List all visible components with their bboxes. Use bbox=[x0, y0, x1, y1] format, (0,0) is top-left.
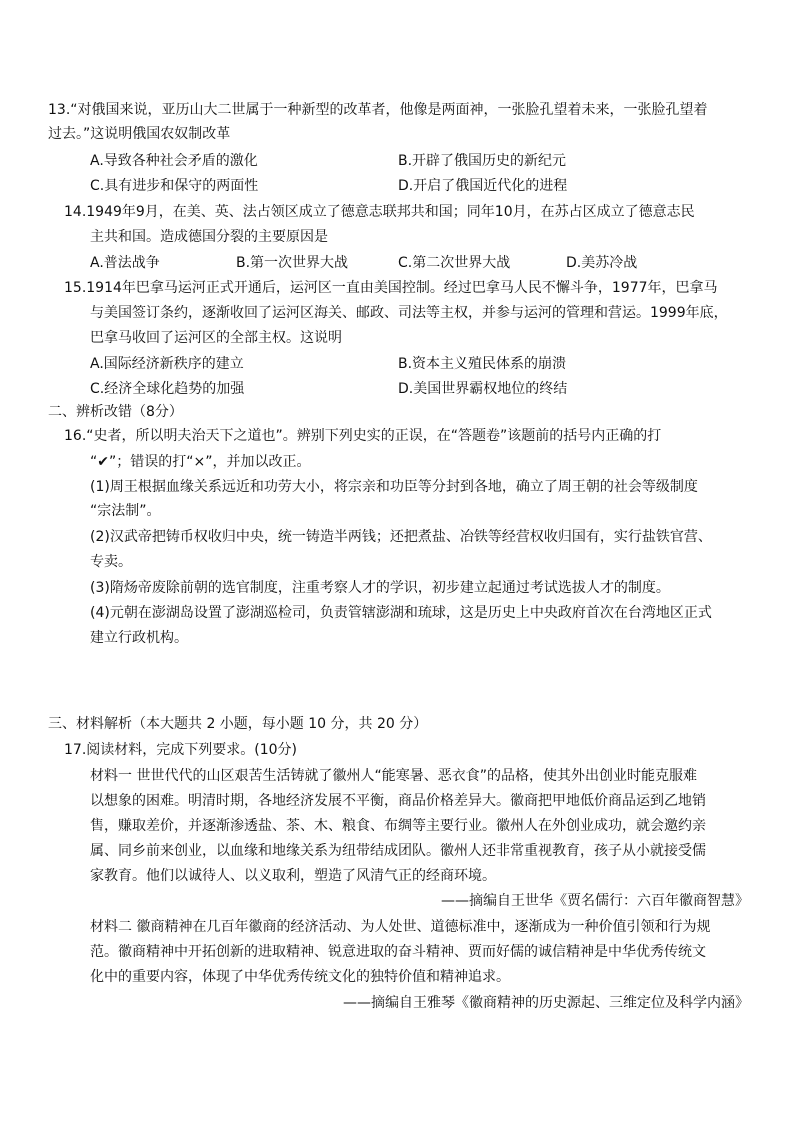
q14-option-b: B.第一次世界大战 bbox=[236, 255, 349, 271]
q16-item1-line2: “宗法制”。 bbox=[90, 503, 161, 519]
q15-stem-line1: 15.1914年巴拿马运河正式开通后，运河区一直由美国控制。经过巴拿马人民不懈斗争，1977年，巴拿马 bbox=[64, 280, 718, 296]
q16-stem-line2: “✔”；错误的打“×”，并加以改正。 bbox=[90, 454, 311, 470]
q13-option-d: D.开启了俄国近代化的进程 bbox=[398, 178, 568, 194]
q15-option-c: C.经济全球化趋势的加强 bbox=[90, 381, 245, 397]
material1-source: ——摘编自王世华《贾名儒行：六百年徽商智慧》 bbox=[441, 893, 749, 909]
q17-title: 17.阅读材料，完成下列要求。(10分) bbox=[64, 742, 298, 758]
section3-heading: 三、材料解析（本大题共 2 小题，每小题 10 分，共 20 分） bbox=[48, 716, 428, 732]
q16-stem-line1: 16.“史者，所以明夫治天下之道也”。辨别下列史实的正误，在“答题卷”该题前的括号内正确的打 bbox=[64, 428, 662, 444]
q14-option-d: D.美苏冷战 bbox=[566, 255, 638, 271]
q14-stem-line2: 主共和国。造成德国分裂的主要原因是 bbox=[90, 229, 328, 245]
material1-line: 家教育。他们以诚待人、以义取利，塑造了风清气正的经商环境。 bbox=[90, 868, 496, 884]
q15-stem-line2: 与美国签订条约，逐渐收回了运河区海关、邮政、司法等主权，并参与运河的管理和营运。1999年底， bbox=[90, 305, 728, 321]
q13-option-a: A.导致各种社会矛盾的激化 bbox=[90, 153, 258, 169]
q14-option-c: C.第二次世界大战 bbox=[398, 255, 511, 271]
q16-item4-line2: 建立行政机构。 bbox=[90, 630, 188, 646]
q15-stem-line3: 巴拿马收回了运河区的全部主权。这说明 bbox=[90, 330, 342, 346]
q15-option-b: B.资本主义殖民体系的崩溃 bbox=[398, 356, 567, 372]
material2-line: 范。徽商精神中开拓创新的进取精神、锐意进取的奋斗精神、贾而好儒的诚信精神是中华优秀传统文 bbox=[90, 944, 706, 960]
material1-line: 以想象的困难。明清时期，各地经济发展不平衡，商品价格差异大。徽商把甲地低价商品运到乙地销 bbox=[90, 793, 706, 809]
q16-item2-line2: 专卖。 bbox=[90, 554, 132, 570]
q15-option-d: D.美国世界霸权地位的终结 bbox=[398, 381, 568, 397]
material2-line: 材料二 徽商精神在几百年徽商的经济活动、为人处世、道德标准中，逐渐成为一种价值引领和行为规 bbox=[90, 919, 711, 935]
material1-line: 材料一 世世代代的山区艰苦生活铸就了徽州人“能寒暑、恶衣食”的品格，使其外出创业时能克服难 bbox=[90, 768, 697, 784]
q16-item2-line1: (2)汉武帝把铸币权收归中央，统一铸造半两钱；还把煮盐、冶铁等经营权收归国有，实行盐铁官营、 bbox=[90, 529, 712, 545]
q13-option-b: B.开辟了俄国历史的新纪元 bbox=[398, 153, 567, 169]
q14-option-a: A.普法战争 bbox=[90, 255, 160, 271]
material2-source: ——摘编自王雅琴《徽商精神的历史源起、三维定位及科学内涵》 bbox=[343, 995, 749, 1011]
material1-line: 售，赚取差价，并逐渐渗透盐、茶、木、粮食、布绸等主要行业。徽州人在外创业成功，就会邀约亲 bbox=[90, 818, 706, 834]
section2-heading: 二、辨析改错（8分） bbox=[48, 404, 183, 420]
q13-stem-line2: 过去。”这说明俄国农奴制改革 bbox=[48, 126, 231, 142]
material2-line: 化中的重要内容，体现了中华优秀传统文化的独特价值和精神追求。 bbox=[90, 969, 510, 985]
q14-stem-line1: 14.1949年9月，在美、英、法占领区成立了德意志联邦共和国；同年10月，在苏占区成立了德意志民 bbox=[64, 204, 695, 220]
q13-stem-line1: 13.“对俄国来说，亚历山大二世属于一种新型的改革者，他像是两面神，一张脸孔望着未来，一张脸孔望着 bbox=[48, 102, 708, 118]
material1-line: 属、同乡前来创业，以血缘和地缘关系为纽带结成团队。徽州人还非常重视教育，孩子从小就接受儒 bbox=[90, 843, 706, 859]
q16-item4-line1: (4)元朝在澎湖岛设置了澎湖巡检司，负责管辖澎湖和琉球，这是历史上中央政府首次在台湾地区正式 bbox=[90, 605, 712, 621]
q16-item1-line1: (1)周王根据血缘关系远近和功劳大小，将宗亲和功臣等分封到各地，确立了周王朝的社会等级制度 bbox=[90, 479, 698, 495]
q16-item3-line1: (3)隋炀帝废除前朝的选官制度，注重考察人才的学识，初步建立起通过考试选拔人才的制度。 bbox=[90, 580, 670, 596]
q13-option-c: C.具有进步和保守的两面性 bbox=[90, 178, 259, 194]
q15-option-a: A.国际经济新秩序的建立 bbox=[90, 356, 244, 372]
